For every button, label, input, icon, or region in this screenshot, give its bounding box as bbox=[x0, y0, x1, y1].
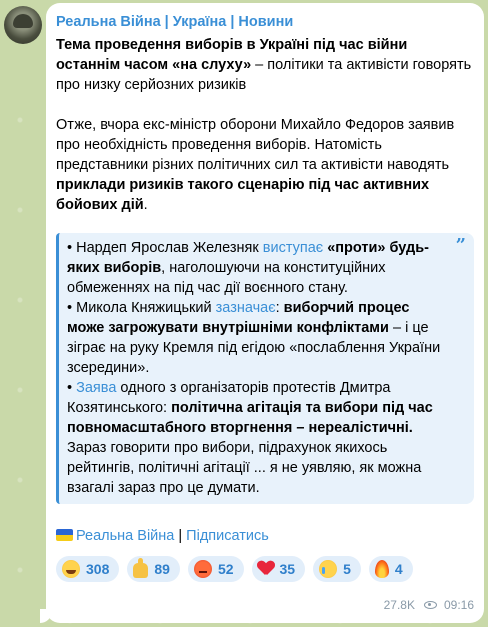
reaction-heart[interactable]: 35 bbox=[252, 556, 306, 582]
subscribe-link[interactable]: Підписатись bbox=[186, 528, 269, 544]
quote-item-koziatynskyi: • Заява одного з організаторів протестів Дмитра Козятинського: політична агітація та вибори під час повномасштабного вторгнення – нереалістичні. Зараз говорити про вибори, підрахунок якихось рейтингів, політичні агітації ... я не уявляю, як можна взагалі зараз про це думати. bbox=[67, 380, 433, 496]
para2-bold: приклади ризиків такого сценарію під час активних бойових дій bbox=[56, 177, 430, 213]
blockquote bbox=[56, 233, 474, 504]
crying-face-icon bbox=[319, 560, 337, 578]
channel-name[interactable]: Реальна Війна | Україна | Новини bbox=[56, 14, 294, 30]
message-bubble bbox=[46, 3, 484, 623]
reaction-thumbs-up[interactable]: 89 bbox=[127, 556, 180, 582]
eye-icon bbox=[424, 601, 437, 609]
message-text bbox=[56, 35, 474, 215]
angry-face-icon bbox=[194, 560, 212, 578]
intro-paragraph bbox=[56, 35, 474, 95]
quote-item-zhelezniak: • Нардеп Ярослав Железняк виступає «проти» будь-яких виборів, наголошуючи на конституційних обмеженнях на під час дії воєнного стану. bbox=[67, 240, 429, 296]
red-heart-icon bbox=[258, 561, 274, 577]
reaction-angry[interactable]: 52 bbox=[188, 556, 244, 582]
para2-start: Отже, вчора екс-міністр оборони Михайло Федоров заявив про необхідність проведення виборів. Натомість представники різних політичних сил та активісти наводять bbox=[56, 117, 455, 173]
view-count: 27.8K bbox=[383, 598, 415, 612]
quote-item-kniazhytskyi: • Микола Княжицький зазначає: виборчий процес може загрожувати внутрішніми конфліктами – і це зіграє на руку Кремля під егідою «послаблення України зсередини». bbox=[67, 300, 441, 376]
link-zaznachaie[interactable]: зазначає bbox=[215, 300, 276, 316]
fire-icon bbox=[375, 560, 389, 578]
message-meta bbox=[384, 598, 474, 612]
channel-link[interactable]: Реальна Війна bbox=[76, 528, 175, 544]
reaction-grinning[interactable]: 308 bbox=[56, 556, 119, 582]
link-zaiava[interactable]: Заява bbox=[76, 380, 117, 396]
reactions-bar bbox=[56, 556, 474, 582]
footer-separator: | bbox=[174, 528, 187, 544]
reaction-fire[interactable]: 4 bbox=[369, 556, 413, 582]
thumbs-up-icon bbox=[133, 563, 148, 578]
para2-end: . bbox=[143, 197, 148, 213]
intro-bold: Тема проведення виборів в Україні під час війни останнім часом «на слуху» bbox=[56, 37, 408, 73]
grinning-face-icon bbox=[62, 560, 80, 578]
footer-links bbox=[56, 526, 474, 546]
second-paragraph bbox=[56, 115, 474, 215]
intro-rest: – політики та активісти говорять про низку серйозних ризиків bbox=[56, 57, 472, 93]
channel-avatar[interactable] bbox=[4, 6, 42, 44]
ukraine-flag-icon bbox=[56, 529, 73, 541]
reaction-crying[interactable]: 5 bbox=[313, 556, 361, 582]
link-vystupaie[interactable]: виступає bbox=[262, 240, 324, 256]
message-time: 09:16 bbox=[443, 598, 474, 612]
quote-icon: ” bbox=[455, 235, 466, 256]
